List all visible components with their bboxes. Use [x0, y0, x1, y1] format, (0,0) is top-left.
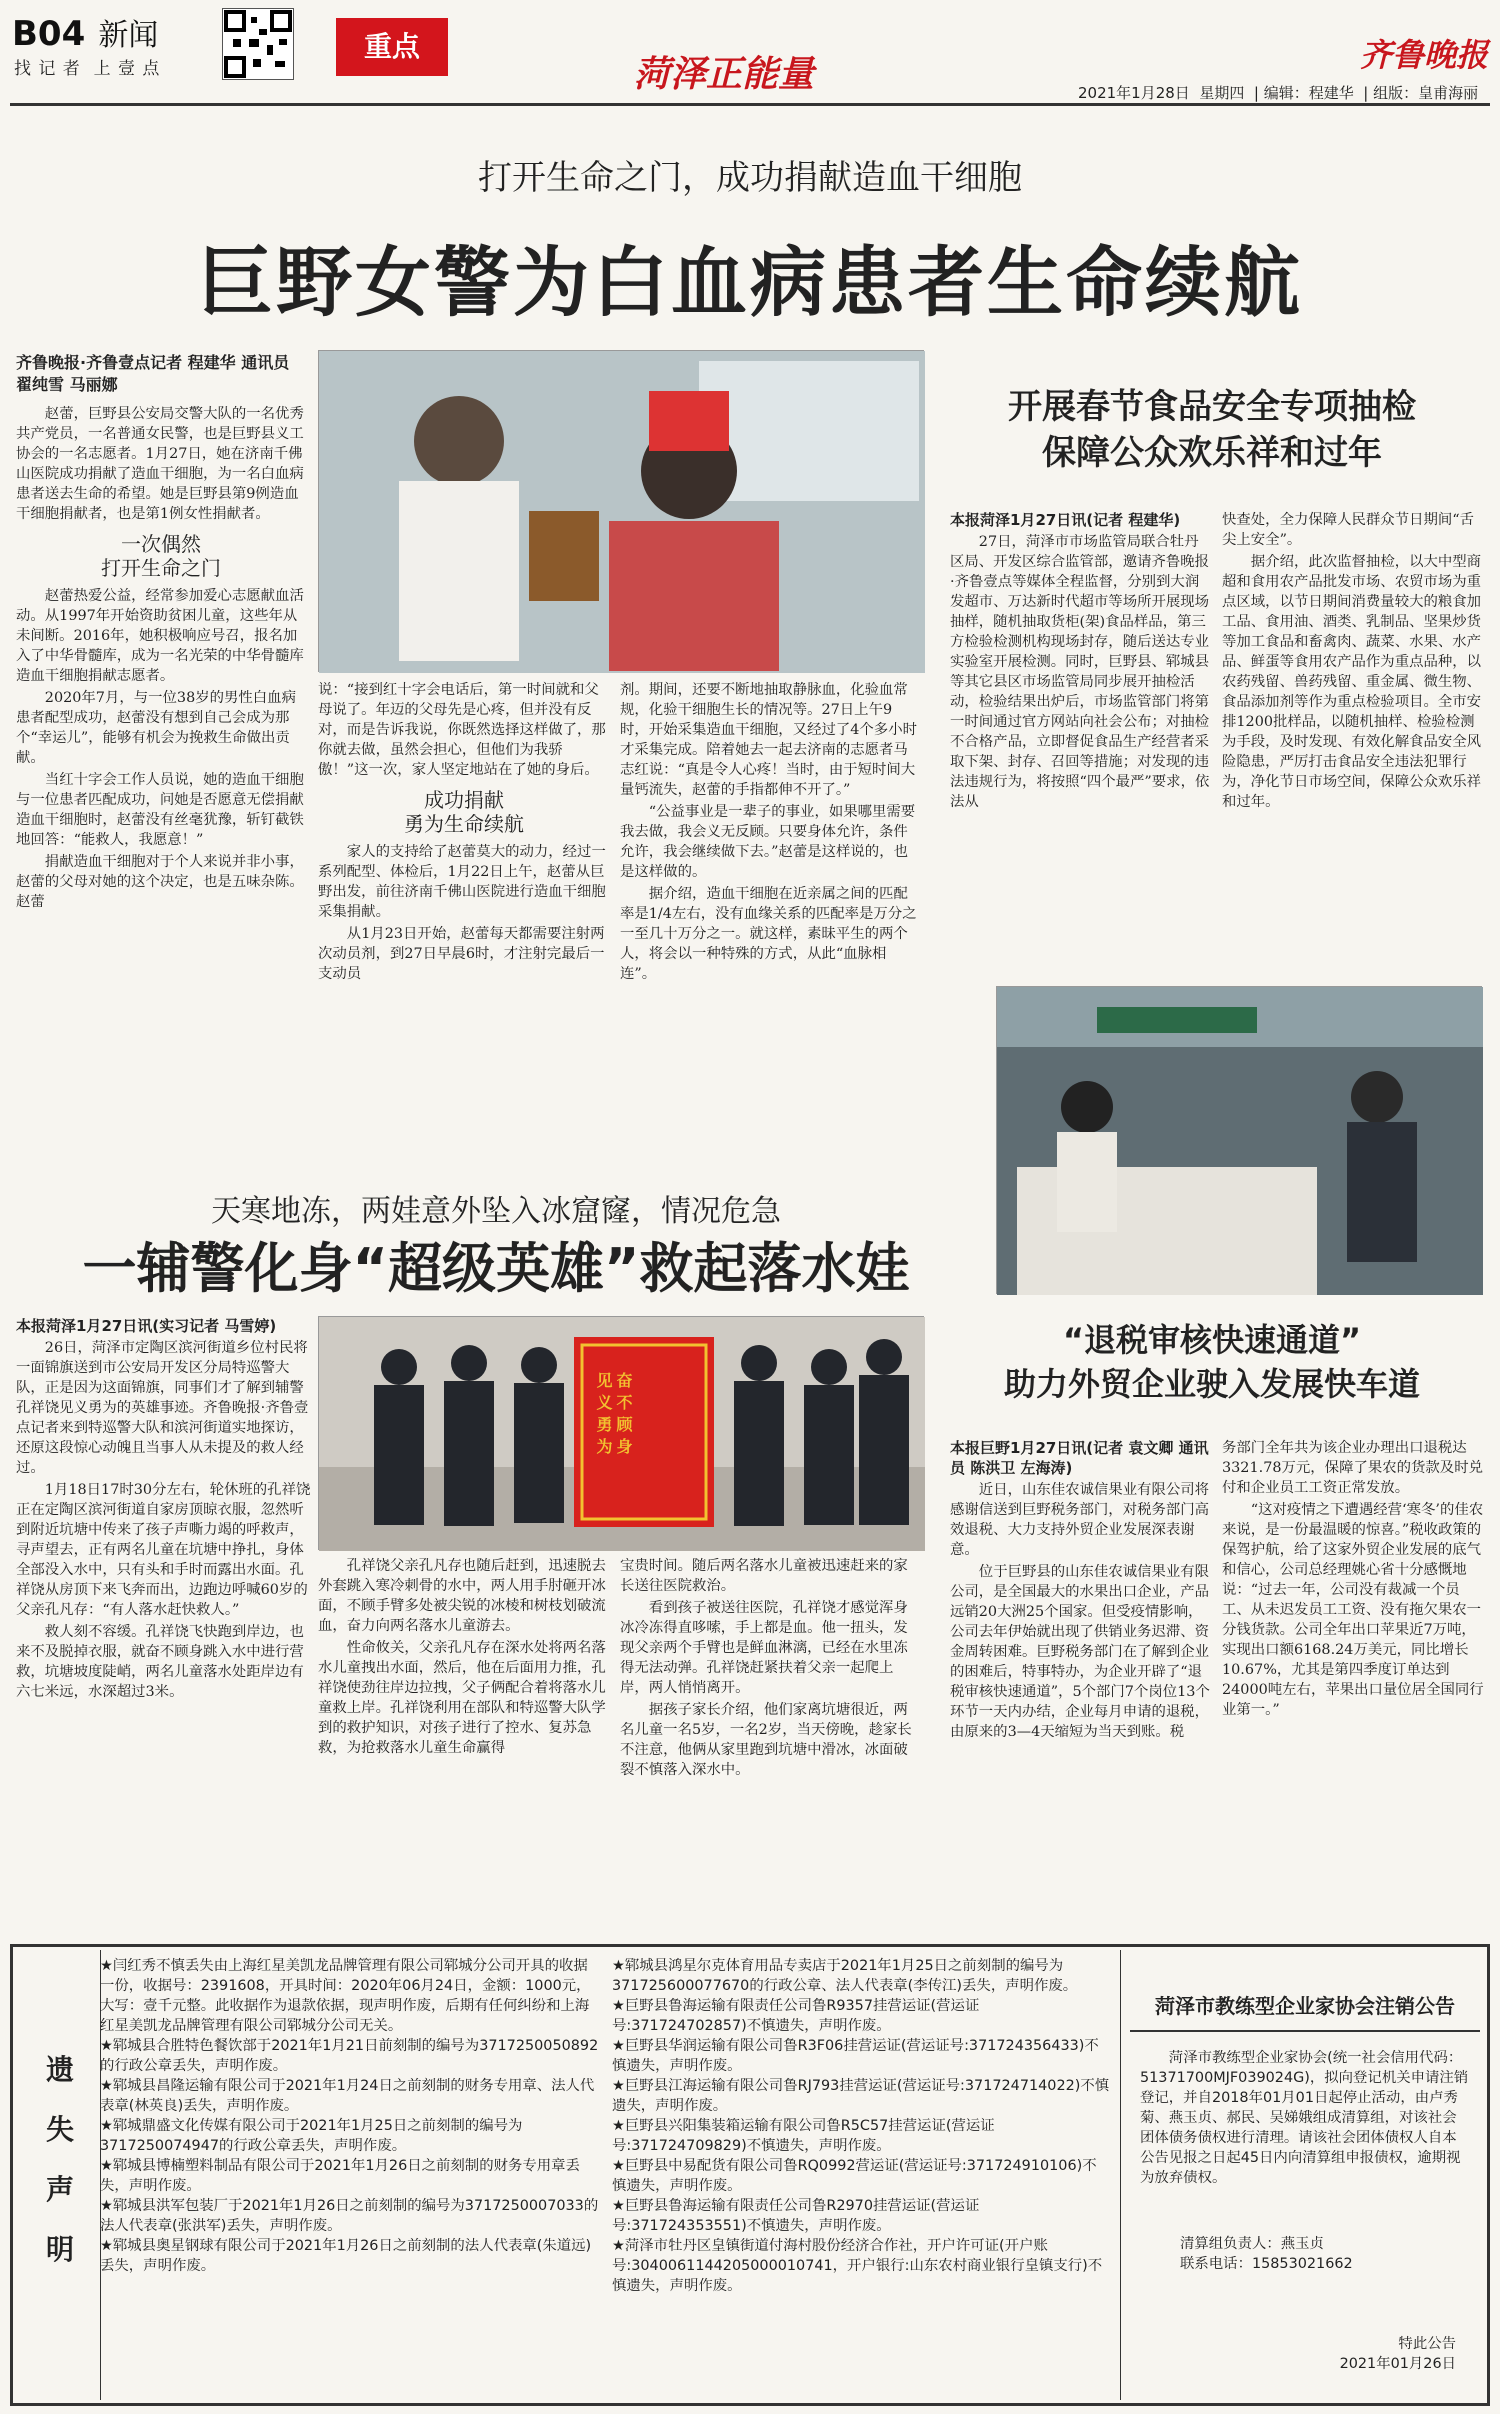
notice-item: ★郓城县合胜特色餐饮部于2021年1月21日前刻制的编号为3717250050892的行政公章丢失，声明作废。	[100, 2038, 599, 2074]
article3-column-3	[620, 1556, 920, 1782]
article1-subhead: 一次偶然	[121, 532, 201, 556]
article1-paragraph: 说：“接到红十字会电话后，第一时间就和父母说了。年迈的父母先是心疼，但并没有反对，而是告诉我说，你既然选择这样做了，那你就去做，虽然会担心，但他们为我骄傲！”这一次，家人坚定地站在了她的身后。	[318, 682, 606, 778]
article3-paragraph: 救人刻不容缓。孔祥饶飞快跑到岸边，也来不及脱掉衣服，就奋不顾身跳入水中进行营救，坑塘坡度陡峭，两名儿童落水处距岸边有六七米远，水深超过3米。	[16, 1624, 304, 1700]
notices-left-column	[100, 1956, 600, 2276]
article2-headline: 开展春节食品安全专项抽检 保障公众欢乐祥和过年	[1008, 387, 1416, 473]
article3-paragraph: 26日，菏泽市定陶区滨河街道乡位村民将一面锦旗送到市公安局开发区分局特巡警大队，正是因为这面锦旗，同事们才了解到辅警孔祥饶见义勇为的英雄事迹。齐鲁晚报·齐鲁壹点记者来到特巡警大队和滨河街道实地探访，还原这段惊心动魄且当事人从未提及的救人经过。	[16, 1340, 309, 1476]
section-tag: 重点	[336, 18, 448, 76]
notice-title-rule	[1130, 2030, 1480, 2032]
slogan: 找 记 者 上 壹 点	[14, 59, 161, 79]
qr-code-icon	[222, 8, 294, 80]
article1-kicker: 打开生命之门，成功捐献造血干细胞	[478, 158, 1022, 198]
notices-divider	[1120, 1950, 1121, 2400]
section-name: 新闻	[98, 18, 159, 53]
newspaper-logo: 齐鲁晚报	[1360, 36, 1489, 74]
article1-column-1	[16, 352, 306, 914]
notice-item: ★巨野县鲁海运输有限责任公司鲁R9357挂营运证(营运证号:371724702857)不慎遗失，声明作废。	[612, 1998, 980, 2034]
article1-column-3	[620, 680, 920, 986]
article3-paragraph: 孔祥饶父亲孔凡存也随后赶到，迅速脱去外套跳入寒冷刺骨的水中，两人用手肘砸开冰面，不顾手臂多处被尖锐的冰棱和树枝划破流血，奋力向两名落水儿童游去。	[318, 1558, 606, 1634]
article2-photo	[996, 986, 1482, 1294]
cancellation-notice-body: 菏泽市教练型企业家协会(统一社会信用代码：51371700MJF039024G)，拟向登记机关申请注销登记，并自2018年01月01日起停止活动，由卢秀菊、燕玉贞、郝民、吴娣娥组成清算组，对该社会团体债务债权进行清理。请该社会团体债权人自本公告见报之日起45日内向清算组申报债权，逾期视为放弃债权。	[1140, 2050, 1469, 2186]
notices-middle-column	[612, 1956, 1110, 2296]
notice-item: ★郓城鼎盛文化传媒有限公司于2021年1月25日之前刻制的编号为3717250074947的行政公章丢失，声明作废。	[100, 2118, 523, 2154]
article3-paragraph: 宝贵时间。随后两名落水儿童被迅速赶来的家长送往医院救治。	[620, 1558, 908, 1594]
column-title: 菏泽正能量	[634, 54, 815, 95]
banner-text: 见义勇为	[594, 1372, 613, 1460]
article1-paragraph: 从1月23日开始，赵蕾每天都需要注射两次动员剂，到27日早晨6时，才注射完最后一支动员	[318, 926, 605, 982]
notice-item: ★巨野县中易配货有限公司鲁RQ0992营运证(营运证号:371724910106)不慎遗失，声明作废。	[612, 2158, 1097, 2194]
cancellation-notice-signature: 特此公告 2021年01月26日	[1339, 2336, 1456, 2372]
article3-byline: 本报菏泽1月27日讯(实习记者 马雪婷)	[16, 1317, 277, 1335]
article2-paragraph: 快查处，全力保障人民群众节日期间“舌尖上安全”。	[1222, 512, 1474, 548]
article4-column-2	[1222, 1438, 1486, 1722]
article4-paragraph: 务部门全年共为该企业办理出口退税达3321.78万元，保障了果农的货款及时兑付和企业员工工资正常发放。	[1222, 1440, 1483, 1496]
article4-column-1	[950, 1438, 1212, 1744]
article4-paragraph: “这对疫情之下遭遇经营‘寒冬’的佳农来说，是一份最温暖的惊喜。”税收政策的保驾护航，给了这家外贸企业发展的底气和信心，公司总经理姚心省十分感慨地说：“过去一年，公司没有裁减一个员工、从未迟发员工工资、没有拖欠果农一分钱货款。公司全年出口苹果近7万吨，实现出口额6168.24万美元，同比增长10.67%，尤其是第四季度订单达到24000吨左右，苹果出口量位居全国同行业第一。”	[1222, 1502, 1484, 1718]
article1-column-2	[318, 680, 610, 986]
article4-paragraph: 近日，山东佳农诚信果业有限公司将感谢信送到巨野税务部门，对税务部门高效退税、大力支持外贸企业发展深表谢意。	[950, 1482, 1210, 1558]
article1-paragraph: 赵蕾热爱公益，经常参加爱心志愿献血活动。从1997年开始资助贫困儿童，这些年从未间断。2016年，她积极响应号召，报名加入了中华骨髓库，成为一名光荣的中华骨髓库造血干细胞捐献志愿者。	[16, 588, 304, 684]
article1-paragraph: 捐献造血干细胞对于个人来说并非小事，赵蕾的父母对她的这个决定，也是五味杂陈。赵蕾	[16, 854, 304, 910]
article4-paragraph: 位于巨野县的山东佳农诚信果业有限公司，是全国最大的水果出口企业，产品远销20大洲25个国家。但受疫情影响，公司去年伊始就出现了供销业务迟滞、资金周转困难。巨野税务部门在了解到企业的困难后，特事特办，为企业开辟了“退税审核快速通道”，5个部门7个岗位13个环节一天内办结，企业每月申请的退税，由原来的3—4天缩短为当天到账。税	[950, 1564, 1210, 1740]
notice-item: ★巨野县鲁海运输有限责任公司鲁R2970挂营运证(营运证号:371724353551)不慎遗失，声明作废。	[612, 2198, 980, 2234]
notice-item: ★郓城县博楠塑料制品有限公司于2021年1月26日之前刻制的财务专用章丢失，声明作废。	[100, 2158, 580, 2194]
notice-item: ★闫红秀不慎丢失由上海红星美凯龙品牌管理有限公司郓城分公司开具的收据一份，收据号：2391608，开具时间：2020年06月24日，金额：1000元，大写：壹千元整。此收据作为退款依据，现声明作废，后期有任何纠纷和上海红星美凯龙品牌管理有限公司郓城分公司无关。	[100, 1958, 591, 2034]
page-number: B04 新闻	[12, 14, 159, 54]
article3-paragraph: 1月18日17时30分左右，轮休班的孔祥饶正在定陶区滨河街道自家房顶晾衣服，忽然听到附近坑塘中传来了孩子声嘶力竭的呼救声，寻声望去，正有两名儿童在坑塘中挣扎，身体全部没入水中，只有头和手时而露出水面。孔祥饶从房顶下来飞奔而出，边跑边呼喊60岁的父亲孔凡存：“有人落水赶快救人。”	[16, 1482, 311, 1618]
notice-item: ★郓城县昌隆运输有限公司于2021年1月24日之前刻制的财务专用章、法人代表章(林英良)丢失，声明作废。	[100, 2078, 595, 2114]
header-divider	[10, 103, 1490, 106]
article3-column-2	[318, 1556, 610, 1760]
article3-paragraph: 看到孩子被送往医院，孔祥饶才感觉浑身冰冷冻得直哆嗦，手上都是血。他一扭头，发现父亲两个手臂也是鲜血淋漓，已经在水里冻得无法动弹。孔祥饶赶紧扶着父亲一起爬上岸，两人悄悄离开。	[620, 1600, 908, 1696]
notice-item: ★巨野县华润运输有限公司鲁R3F06挂营运证(营运证号:371724356433)不慎遗失，声明作废。	[612, 2038, 1099, 2074]
notice-item: ★郓城县奥星钢球有限公司于2021年1月26日之前刻制的法人代表章(朱道远)丢失，声明作废。	[100, 2238, 592, 2274]
article3-paragraph: 性命攸关，父亲孔凡存在深水处将两名落水儿童拽出水面，然后，他在后面用力推，孔祥饶使劲往岸边拉拽，父子俩配合着将落水儿童救上岸。孔祥饶利用在部队和特巡警大队学到的救护知识，对孩子进行了控水、复苏急救，为抢救落水儿童生命赢得	[318, 1640, 606, 1756]
notice-item: ★菏泽市牡丹区皇镇街道付海村股份经济合作社，开户许可证(开户账号:304006114420500001074​1，开户银行:山东农村商业银行皇镇支行)不慎遗失，声明作废。	[612, 2238, 1103, 2294]
article4-headline: “退税审核快速通道” 助力外贸企业驶入发展快车道	[1003, 1321, 1420, 1403]
article2-byline: 本报菏泽1月27日讯(记者 程建华)	[950, 511, 1181, 529]
cancellation-notice-contact: 清算组负责人：燕玉贞 联系电话：15853021662	[1180, 2236, 1353, 2272]
article1-paragraph: 家人的支持给了赵蕾莫大的动力，经过一系列配型、体检后，1月22日上午，赵蕾从巨野出发，前往济南千佛山医院进行造血干细胞采集捐献。	[318, 844, 606, 920]
banner-text: 奋不顾身	[614, 1372, 633, 1460]
notice-item: ★巨野县兴阳集装箱运输有限公司鲁R5C57挂营运证(营运证号:371724709829)不慎遗失，声明作废。	[612, 2118, 995, 2154]
article1-headline: 巨野女警为白血病患者生命续航	[197, 238, 1303, 327]
article1-paragraph: 据介绍，造血干细胞在近亲属之间的匹配率是1/4左右，没有血缘关系的匹配率是万分之一至几十万分之一。就这样，素昧平生的两个人，将会以一种特殊的方式，从此“血脉相连”。	[620, 886, 917, 982]
article2-column-1	[950, 510, 1212, 814]
article2-column-2	[1222, 510, 1486, 814]
article4-byline: 本报巨野1月27日讯(记者 袁文卿 通讯员 陈洪卫 左海涛)	[950, 1439, 1209, 1477]
article1-subhead: 成功捐献	[424, 788, 504, 812]
article1-subhead: 打开生命之门	[101, 556, 221, 580]
notices-title: 遗 失 声 明	[45, 2053, 74, 2266]
article3-column-1	[16, 1316, 316, 1704]
article1-paragraph: 2020年7月，与一位38岁的男性白血病患者配型成功，赵蕾没有想到自己会成为那个“幸运儿”，能够有机会为挽救生命做出贡献。	[16, 690, 296, 766]
article1-paragraph: 剂。期间，还要不断地抽取静脉血，化验血常规，化验干细胞生长的情况等。27日上午9时，开始采集造血干细胞，又经过了4个多小时才采集完成。陪着她去一起去济南的志愿者马志红说：“真是令人心疼！当时，由于短时间大量钙流失，赵蕾的手指都伸不开了。”	[620, 682, 917, 798]
article1-photo	[318, 350, 924, 672]
notice-item: ★郓城县洪军包装厂于2021年1月26日之前刻制的编号为3717250007033的法人代表章(张洪军)丢失，声明作废。	[100, 2198, 599, 2234]
cancellation-notice-title: 菏泽市教练型企业家协会注销公告	[1155, 1994, 1455, 2018]
article2-paragraph: 据介绍，此次监督抽检，以大中型商超和食用农产品批发市场、农贸市场为重点区域，以节日期间消费量较大的粮食加工品、食用油、酒类、乳制品、坚果炒货等加工食品和畜禽肉、蔬菜、水果、水产品、鲜蛋等食用农产品作为重点品种，以农药残留、兽药残留、重金属、微生物、食品添加剂等作为重点检验项目。全市安排1200批样品，以随机抽样、检验检测为手段，及时发现、有效化解食品安全风险隐患，严厉打击食品安全违法犯罪行为，净化节日市场空间，保障公众欢乐祥和过年。	[1222, 554, 1482, 810]
article1-byline: 齐鲁晚报·齐鲁壹点记者 程建华 通讯员 翟纯雪 马丽娜	[16, 353, 290, 394]
article1-paragraph: 当红十字会工作人员说，她的造血干细胞与一位患者匹配成功，问她是否愿意无偿捐献造血干细胞时，赵蕾没有丝毫犹豫，斩钉截铁地回答：“能救人，我愿意！”	[16, 772, 304, 848]
article1-paragraph: “公益事业是一辈子的事业，如果哪里需要我去做，我会义无反顾。只要身体允许，条件允许，我会继续做下去。”赵蕾是这样说的，也是这样做的。	[620, 804, 916, 880]
article2-paragraph: 27日，菏泽市市场监管局联合牡丹区局、开发区综合监管部，邀请齐鲁晚报·齐鲁壹点等媒体全程监督，分别到大润发超市、万达新时代超市等场所开展现场抽样，随机抽取货柜(架)食品样品，第三方检验检测机构现场封存，随后送达专业实验室开展检测。同时，巨野县、郓城县等其它县区市场监管局同步展开抽检活动，检验结果出炉后，市场监管部门将第一时间通过官方网站向社会公布；对抽检不合格产品，立即督促食品生产经营者采取下架、封存、召回等措施；对发现的违法违规行为，将按照“四个最严”要求，依法从	[950, 534, 1210, 810]
issue-info: 2021年1月28日 星期四 | 编辑：程建华 | 组版：皇甫海丽	[1078, 84, 1479, 102]
article3-headline: 一辅警化身“超级英雄”救起落水娃	[82, 1237, 910, 1300]
notice-item: ★郓城县鸿星尔克体育用品专卖店于2021年1月25日之前刻制的编号为3717256000776​70的行政公章、法人代表章(李传江)丢失，声明作废。	[612, 1958, 1078, 1994]
article3-paragraph: 据孩子家长介绍，他们家离坑塘很近，两名儿童一名5岁，一名2岁，当天傍晚，趁家长不注意，他俩从家里跑到坑塘中滑冰，冰面破裂不慎落入深水中。	[620, 1702, 912, 1778]
article3-kicker: 天寒地冻，两娃意外坠入冰窟窿，情况危急	[211, 1194, 781, 1229]
notice-item: ★巨野县江海运输有限公司鲁RJ793挂营运证(营运证号:371724714022)不慎遗失，声明作废。	[612, 2078, 1110, 2114]
article1-subhead: 勇为生命续航	[404, 812, 524, 836]
article1-paragraph: 赵蕾，巨野县公安局交警大队的一名优秀共产党员，一名普通女民警，也是巨野县义工协会的一名志愿者。1月27日，她在济南千佛山医院成功捐献了造血干细胞，为一名白血病患者送去生命的希望。她是巨野县第9例造血干细胞捐献者，也是第1例女性捐献者。	[16, 406, 304, 522]
